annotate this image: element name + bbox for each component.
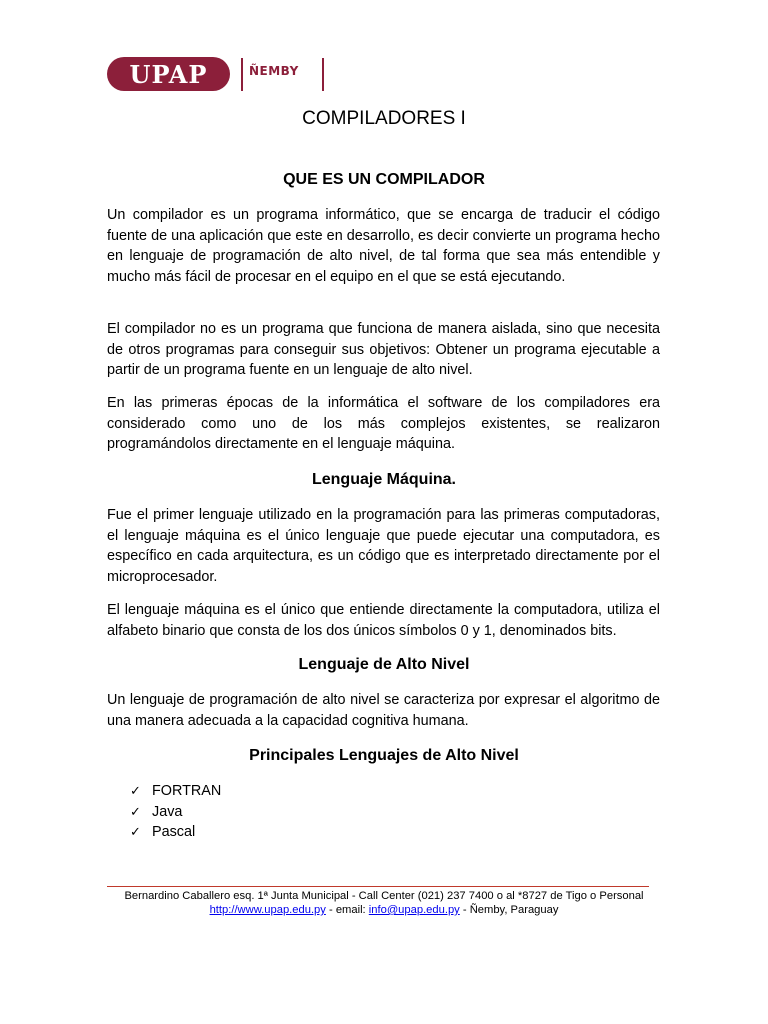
footer	[107, 889, 661, 917]
upap-logo: UPAP	[107, 57, 230, 91]
footer-address: Bernardino Caballero esq. 1ª Junta Municipal - Call Center (021) 237 7400 o al *8727 de Tigo o Personal	[124, 890, 644, 902]
email-link[interactable]: info@upap.edu.py	[368, 904, 460, 916]
footer-divider	[107, 886, 649, 887]
paragraph: Un lenguaje de programación de alto nivel se caracteriza por expresar el algoritmo de una manera adecuada a la capacidad cognitiva humana.	[107, 692, 660, 729]
paragraph: El compilador no es un programa que funciona de manera aislada, sino que necesita de otros programas para conseguir sus objetivos: Obtener un programa ejecutable a partir de un programa fuente en un lenguaje de alto nivel.	[107, 321, 660, 378]
paragraph: El lenguaje máquina es el único que entiende directamente la computadora, utiliza el alfabeto binario que consta de los dos únicos símbolos 0 y 1, denominados bits.	[107, 602, 660, 639]
checkmark-icon: ✓	[130, 824, 141, 839]
checkmark-icon: ✓	[130, 803, 141, 819]
list-item: ✓ FORTRAN	[130, 781, 221, 802]
checkmark-icon: ✓	[130, 783, 141, 798]
languages-list	[130, 781, 221, 843]
logo-divider-left	[241, 58, 243, 91]
list-item: ✓ Java	[130, 802, 221, 823]
website-link[interactable]: http://www.upap.edu.py	[209, 904, 326, 916]
section-heading-lenguaje-maquina: Lenguaje Máquina.	[311, 471, 456, 488]
campus-name: ÑEMBY	[249, 64, 299, 78]
section-heading-principales: Principales Lenguajes de Alto Nivel	[249, 747, 519, 764]
paragraph: En las primeras épocas de la informática el software de los compiladores era considerado como uno de los más complejos existentes, se realizaron programándolos directamente en el lenguaje máquina.	[107, 395, 660, 452]
section-heading-compilador: QUE ES UN COMPILADOR	[283, 171, 485, 188]
paragraph: Un compilador es un programa informático, que se encarga de traducir el código fuente de una aplicación que este en desarrollo, es decir convierte un programa hecho en lenguaje de programación de alto nivel, de tal forma que sea más entendible y mucho más fácil de procesar en el equipo en el que se está ejecutando.	[107, 207, 660, 285]
list-item: ✓ Pascal	[130, 822, 221, 843]
footer-contact: http://www.upap.edu.py - email: info@upap.edu.py - Ñemby, Paraguay	[209, 904, 559, 916]
paragraph: Fue el primer lenguaje utilizado en la programación para las primeras computadoras, el lenguaje máquina es el único lenguaje que puede ejecutar una computadora, es específico en cada arquitectura, es un código que es interpretado directamente por el microprocesador.	[107, 507, 660, 585]
document-title: COMPILADORES I	[302, 108, 466, 129]
section-heading-alto-nivel: Lenguaje de Alto Nivel	[298, 656, 470, 673]
logo-divider-right	[322, 58, 324, 91]
